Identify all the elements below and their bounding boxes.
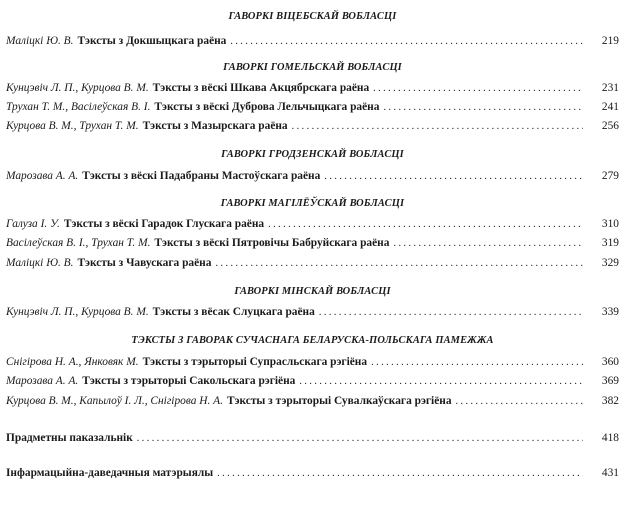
- entry-authors: Кунцэвіч Л. П., Курцова В. М.: [6, 82, 149, 94]
- section-heading: ГАВОРКІ ВІЦЕБСКАЙ ВОБЛАСЦІ: [228, 11, 397, 22]
- dot-leader: [217, 468, 583, 479]
- entry-title: Інфармацыйна-даведачныя матэрыялы: [6, 467, 214, 479]
- entry-authors: Марозава А. А.: [6, 375, 79, 387]
- entry-title: Тэксты з вёскі Пятровічы Бабруйскага раёна: [154, 237, 390, 249]
- entry-title: Тэксты з тэрыторыі Сувалкаўскага рэгіёна: [226, 395, 452, 407]
- entry-page-number: 231: [601, 82, 619, 94]
- dot-leader: [137, 433, 583, 444]
- entry-authors: Кунцэвіч Л. П., Курцова В. М.: [6, 306, 149, 318]
- dot-leader: [383, 102, 583, 113]
- toc-entry-back-matter[interactable]: [6, 467, 619, 483]
- dot-leader: [456, 396, 583, 407]
- section-heading: ТЭКСТЫ З ГАВОРАК СУЧАСНАГА БЕЛАРУСКА-ПОЛЬСКАГА ПАМЕЖЖА: [131, 335, 494, 346]
- toc-entry[interactable]: [6, 218, 619, 234]
- dot-leader: [215, 258, 583, 269]
- entry-title: Тэксты з вёскі Гарадок Глускага раёна: [63, 218, 265, 230]
- section-heading: ГАВОРКІ МАГІЛЁЎСКАЙ ВОБЛАСЦІ: [220, 198, 405, 209]
- toc-entry[interactable]: [6, 170, 619, 186]
- toc-entry[interactable]: [6, 237, 619, 253]
- entry-page-number: 256: [601, 120, 619, 132]
- entry-page-number: 329: [601, 257, 619, 269]
- entry-page-number: 310: [601, 218, 619, 230]
- dot-leader: [292, 121, 583, 132]
- entry-title: Тэксты з вёскі Дуброва Лельчыцкага раёна: [154, 101, 380, 113]
- toc-entry[interactable]: [6, 375, 619, 391]
- entry-page-number: 279: [601, 170, 619, 182]
- entry-authors: Маліцкі Ю. В.: [6, 257, 74, 269]
- dot-leader: [324, 171, 583, 182]
- entry-authors: Маліцкі Ю. В.: [6, 35, 74, 47]
- dot-leader: [230, 36, 583, 47]
- dot-leader: [268, 219, 583, 230]
- entry-title: Тэксты з вёсак Слуцкага раёна: [152, 306, 315, 318]
- entry-page-number: 360: [601, 356, 619, 368]
- dot-leader: [373, 83, 583, 94]
- section-heading: ГАВОРКІ МІНСКАЙ ВОБЛАСЦІ: [234, 286, 391, 297]
- entry-authors: Трухан Т. М., Васілеўская В. І.: [6, 101, 151, 113]
- entry-page-number: 369: [601, 375, 619, 387]
- entry-page-number: 319: [601, 237, 619, 249]
- section-heading: ГАВОРКІ ГРОДЗЕНСКАЙ ВОБЛАСЦІ: [221, 149, 404, 160]
- dot-leader: [371, 357, 583, 368]
- toc-entry[interactable]: [6, 101, 619, 117]
- toc-entry[interactable]: [6, 120, 619, 136]
- entry-page-number: 339: [601, 306, 619, 318]
- entry-authors: Марозава А. А.: [6, 170, 79, 182]
- toc-entry[interactable]: [6, 306, 619, 322]
- entry-page-number: 431: [601, 467, 619, 479]
- entry-authors: Васілеўская В. І., Трухан Т. М.: [6, 237, 151, 249]
- toc-entry[interactable]: [6, 257, 619, 273]
- toc-entry-back-matter[interactable]: [6, 432, 619, 448]
- entry-page-number: 219: [601, 35, 619, 47]
- entry-authors: Курцова В. М., Капылоў І. Л., Снігірова Н. А.: [6, 395, 223, 407]
- entry-title: Тэксты з тэрыторыі Супрасльскага рэгіёна: [142, 356, 368, 368]
- entry-authors: Снігірова Н. А., Янковяк М.: [6, 356, 139, 368]
- toc-entry[interactable]: [6, 82, 619, 98]
- entry-authors: Курцова В. М., Трухан Т. М.: [6, 120, 139, 132]
- entry-title: Тэксты з Докшыцкага раёна: [77, 35, 227, 47]
- toc-entry[interactable]: [6, 35, 619, 51]
- toc-entry[interactable]: [6, 395, 619, 411]
- entry-page-number: 382: [601, 395, 619, 407]
- dot-leader: [393, 238, 583, 249]
- toc-entry[interactable]: [6, 356, 619, 372]
- entry-title: Тэксты з Чавускага раёна: [77, 257, 212, 269]
- dot-leader: [319, 307, 583, 318]
- section-heading: ГАВОРКІ ГОМЕЛЬСКАЙ ВОБЛАСЦІ: [223, 62, 402, 73]
- dot-leader: [299, 376, 583, 387]
- entry-title: Тэксты з вёскі Падабраны Мастоўскага раёна: [82, 170, 321, 182]
- entry-title: Тэксты з Мазырскага раёна: [142, 120, 288, 132]
- entry-page-number: 418: [601, 432, 619, 444]
- entry-page-number: 241: [601, 101, 619, 113]
- entry-title: Прадметны паказальнік: [6, 432, 133, 444]
- entry-title: Тэксты з тэрыторыі Сакольскага рэгіёна: [82, 375, 296, 387]
- entry-authors: Галуза І. У.: [6, 218, 60, 230]
- entry-title: Тэксты з вёскі Шкава Акцябрскага раёна: [152, 82, 370, 94]
